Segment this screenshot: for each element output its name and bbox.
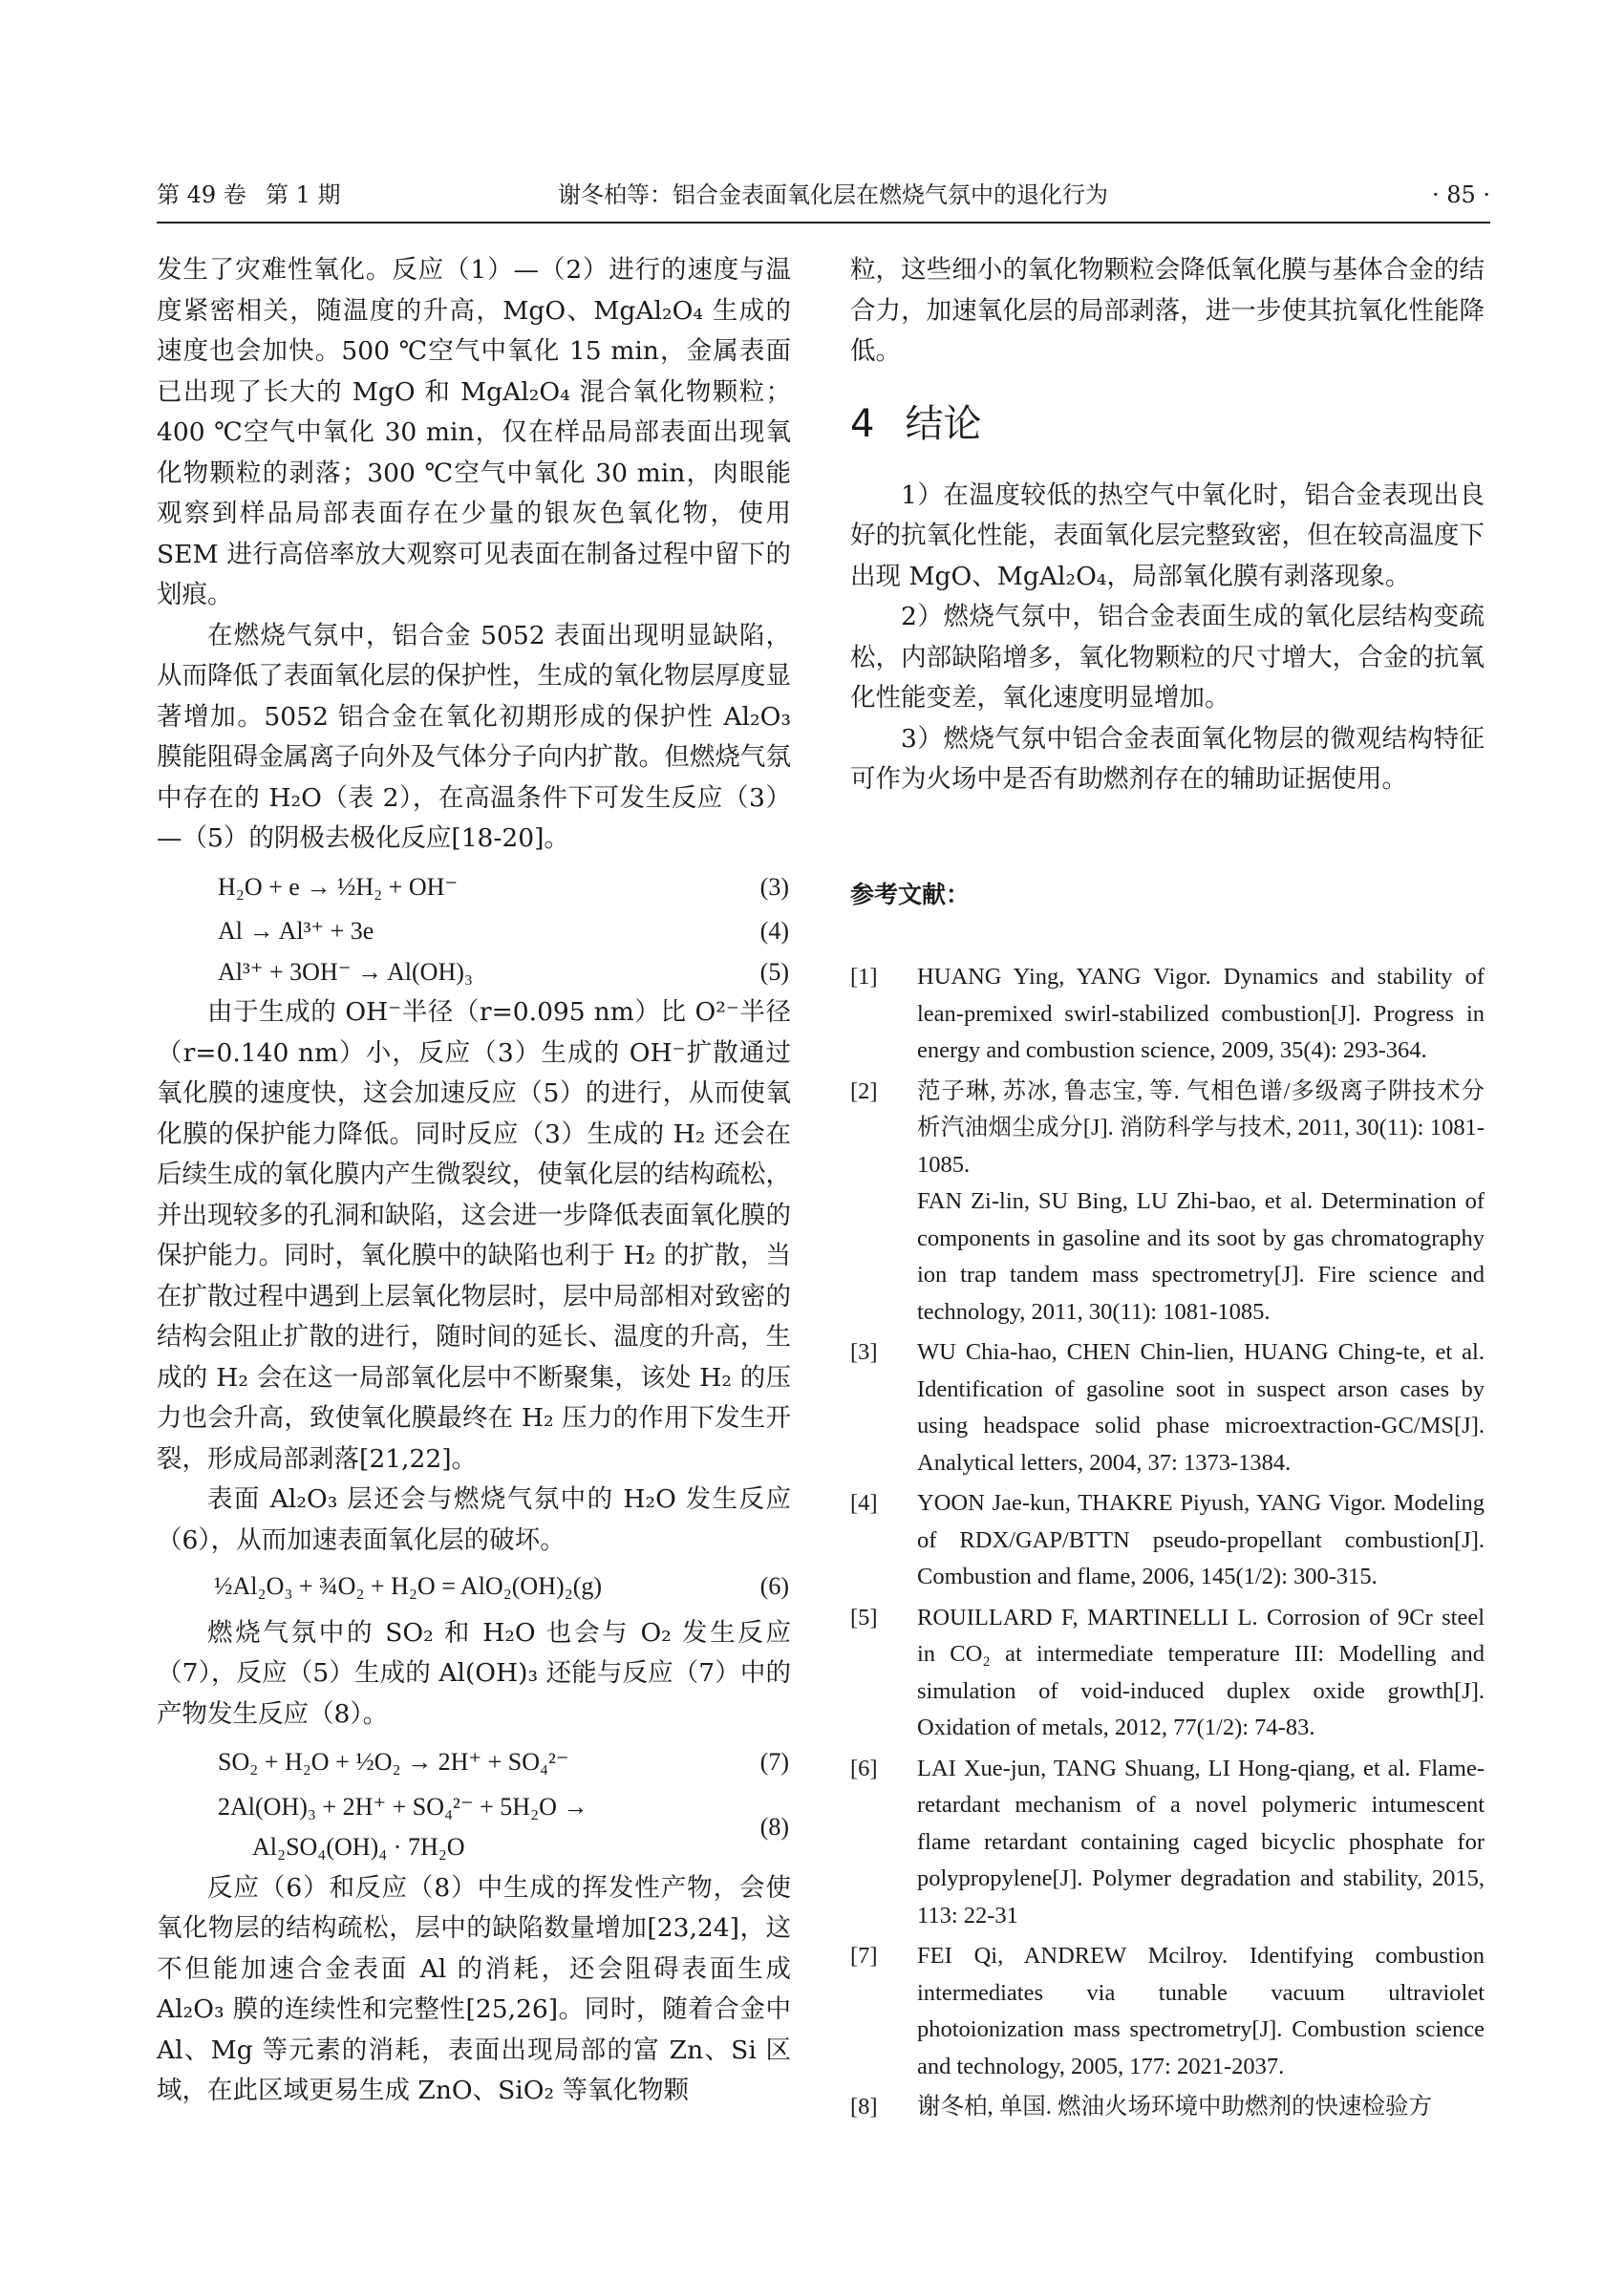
paragraph: 粒，这些细小的氧化物颗粒会降低氧化膜与基体合金的结合力，加速氧化层的局部剥落，进一步使其抗氧化性能降低。 [850,255,1485,366]
paragraph: 燃烧气氛中的 SO₂ 和 H₂O 也会与 O₂ 发生反应（7），反应（5）生成的 Al(OH)₃ 还能与反应（7）中的产物发生反应（8）。 [157,1617,791,1729]
equation-5: Al³⁺ + 3OH⁻ → Al(OH)₃ (5) [218,957,789,986]
conclusion-1: 1）在温度较低的热空气中氧化时，铝合金表现出良好的抗氧化性能，表面氧化层完整致密，但在较高温度下出现 MgO、MgAl₂O₄，局部氧化膜有剥落现象。 [850,479,1485,591]
reference-item: [1] HUANG Ying, YANG Vigor. Dynamics and stability of lean-premixed swirl-stabilized combustion[J]. Progress in energy and combustion science, 2009, 35(4): 293-364. [850,964,1485,1063]
equation-6: ½Al₂O₃ + ¾O₂ + H₂O = AlO₂(OH)₂(g) (6) [214,1572,789,1600]
equation-7: SO₂ + H₂O + ½O₂ → 2H⁺ + SO₄²⁻ (7) [218,1748,789,1776]
paragraph: 由于生成的 OH⁻半径（r=0.095 nm）比 O²⁻半径（r=0.140 nm）小，反应（3）生成的 OH⁻扩散通过氧化膜的速度快，这会加速反应（5）的进行，从而使氧化膜的保护能力降低。同时反应（3）生成的 H₂ 还会在后续生成的氧化膜内产生微裂纹，使氧化层的结构疏松，并出现较多的孔洞和缺陷，这会进一步降低表面氧化膜的保护能力。同时，氧化膜中的缺陷也利于 H₂ 的扩散，当在扩散过程中遇到上层氧化物层时，层中局部相对致密的结构会阻止扩散的进行，随时间的延长、温度的升高，生成的 H₂ 会在这一局部氧化层中不断聚集，该处 H₂ 的压力也会升高，致使氧化膜最终在 H₂ 压力的作用下发生开裂，形成局部剥落[21,22]。 [157,997,791,1474]
paragraph: 反应（6）和反应（8）中生成的挥发性产物，会使氧化物层的结构疏松，层中的缺陷数量增加[23,24]，这不但能加速合金表面 Al 的消耗，还会阻碍表面生成 Al₂O₃ 膜的连续性和完整性[25,26]。同时，随着合金中 Al、Mg 等元素的消耗，表面出现局部的富 Zn、Si 区域，在此区域更易生成 ZnO、SiO₂ 等氧化物颗 [157,1872,791,2105]
journal-issue: 第 1 期 [266,181,341,208]
left-column [157,250,791,2112]
paragraph: 发生了灾难性氧化。反应（1）—（2）进行的速度与温度紧密相关，随温度的升高，MgO、MgAl₂O₄ 生成的速度也会加快。500 ℃空气中氧化 15 min，金属表面已出现了长大的 MgO 和 MgAl₂O₄ 混合氧化物颗粒；400 ℃空气中氧化 30 min，仅在样品局部表面出现氧化物颗粒的剥落；300 ℃空气中氧化 30 min，肉眼能观察到样品局部表面存在少量的银灰色氧化物，使用 SEM 进行高倍率放大观察可见表面在制备过程中留下的划痕。 [157,255,791,609]
conclusion-2: 2）燃烧气氛中，铝合金表面生成的氧化层结构变疏松，内部缺陷增多，氧化物颗粒的尺寸增大，合金的抗氧化性能变差，氧化速度明显增加。 [850,602,1485,713]
reference-item: [3] WU Chia-hao, CHEN Chin-lien, HUANG Ching-te, et al. Identification of gasoline soot in suspect arson cases by using headspace solid phase microextraction-GC/MS[J]. Analytical letters, 2004, 37: 1373-1384. [850,1339,1485,1476]
section-heading: 4 结论 [850,401,982,446]
page-number: · 85 · [1431,181,1490,208]
header-rule [157,222,1490,224]
reference-item: [4] YOON Jae-kun, THAKRE Piyush, YANG Vigor. Modeling of RDX/GAP/BTTN pseudo-propellant combustion[J]. Combustion and flame, 2006, 145(1/2): 300-315. [850,1490,1485,1589]
paragraph: 表面 Al₂O₃ 层还会与燃烧气氛中的 H₂O 发生反应（6），从而加速表面氧化层的破坏。 [157,1484,791,1555]
conclusion-3: 3）燃烧气氛中铝合金表面氧化物层的微观结构特征可作为火场中是否有助燃剂存在的辅助证据使用。 [850,723,1485,794]
reference-list [850,959,1485,2126]
paragraph: 在燃烧气氛中，铝合金 5052 表面出现明显缺陷，从而降低了表面氧化层的保护性，生成的氧化物层厚度显著增加。5052 铝合金在氧化初期形成的保护性 Al₂O₃ 膜能阻碍金属离子向外及气体分子向内扩散。但燃烧气氛中存在的 H₂O（表 2），在高温条件下可发生反应（3）—（5）的阴极去极化反应[18-20]。 [157,620,791,853]
reference-item: [6] LAI Xue-jun, TANG Shuang, LI Hong-qiang, et al. Flame-retardant mechanism of a novel polymeric intumescent flame retardant containing caged bicyclic phosphate for polypropylene[J]. Polymer degradation and stability, 2015, 113: 22-31 [850,1755,1485,1928]
right-column [850,250,1485,2130]
reference-item: [7] FEI Qi, ANDREW Mcilroy. Identifying combustion intermediates via tunable vacuum ultraviolet photoionization mass spectrometry[J]. Combustion science and technology, 2005, 177: 2021-2037. [850,1943,1485,2079]
journal-volume: 第 49 卷 [157,181,246,208]
equation-4: Al → Al³⁺ + 3e (4) [218,917,789,945]
equation-3: H₂O + e → ½H₂ + OH⁻ (3) [218,872,789,901]
reference-item: [2] 范子琳, 苏冰, 鲁志宝, 等. 气相色谱/多级离子阱技术分析汽油烟尘成分[J]. 消防科学与技术, 2011, 30(11): 1081-1085. FAN Zi-lin, SU Bing, LU Zhi-bao, et al. Determination of components in gasoline and its soot by gas chromatography ion trap tandem mass spectrometry[J]. Fire science and technology, 2011, 30(11): 1081-1085. [850,1077,1485,1325]
references-heading: 参考文献： [850,880,971,908]
reference-item: [5] ROUILLARD F, MARTINELLI L. Corrosion of 9Cr steel in CO₂ at intermediate temperature III: Modelling and simulation of void-induced duplex oxide growth[J]. Oxidation of metals, 2012, 77(1/2): 74-83. [850,1604,1485,1740]
running-header [157,176,1490,214]
reference-item: [8] 谢冬柏, 单国. 燃油火场环境中助燃剂的快速检验方 [850,2094,1432,2120]
running-title: 谢冬柏等：铝合金表面氧化层在燃烧气氛中的退化行为 [558,181,1108,208]
equation-8: 2Al(OH)₃ + 2H⁺ + SO₄²⁻ + 5H₂O → Al₂SO₄(OH)₄ · 7H₂O (8) [218,1792,789,1861]
